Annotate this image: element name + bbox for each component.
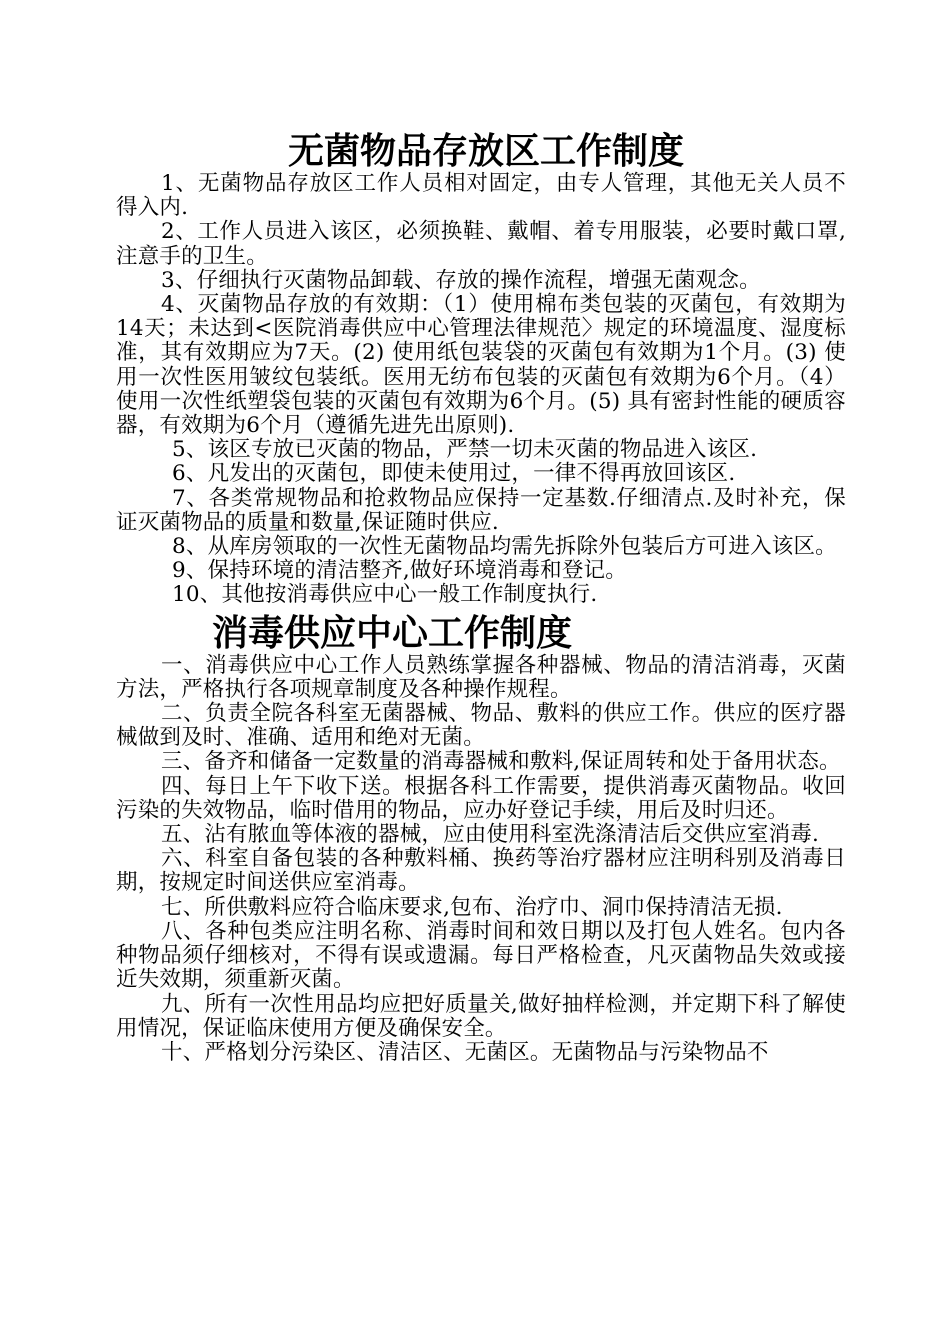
section-2-paragraph-1: 一、消毒供应中心工作人员熟练掌握各种器械、物品的清洁消毒，灭菌方法，严格执行各项规章制度及各种操作规程。 bbox=[116, 652, 846, 702]
section-2-paragraph-5: 五、沾有脓血等体液的器械，应由使用科室洗涤清洁后交供应室消毒. bbox=[161, 822, 820, 848]
section-1-paragraph-2: 2、工作人员进入该区，必须换鞋、戴帽、着专用服装，必要时戴口罩,注意手的卫生。 bbox=[116, 219, 846, 269]
section-2-paragraph-8: 八、各种包类应注明名称、消毒时间和效日期以及打包人姓名。包内各种物品须仔细核对，不得有误或遗漏。每日严格检查，凡灭菌物品失效或接近失效期，须重新灭菌。 bbox=[116, 918, 846, 993]
section-1-title: 无菌物品存放区工作制度 bbox=[287, 130, 684, 172]
section-2-paragraph-7: 七、所供敷料应符合临床要求,包布、治疗巾、洞巾保持清洁无损. bbox=[161, 894, 783, 920]
section-2-paragraph-6: 六、科室自备包装的各种敷料桶、换药等治疗器材应注明科别及消毒日期，按规定时间送供应室消毒。 bbox=[116, 846, 846, 896]
section-1-paragraph-7: 7、各类常规物品和抢救物品应保持一定基数.仔细清点.及时补充，保证灭菌物品的质量和数量,保证随时供应. bbox=[116, 485, 846, 535]
section-2-paragraph-4: 四、每日上午下收下送。根据各科工作需要，提供消毒灭菌物品。收回污染的失效物品，临时借用的物品，应办好登记手续，用后及时归还。 bbox=[116, 773, 846, 823]
section-1-paragraph-1: 1、无菌物品存放区工作人员相对固定，由专人管理，其他无关人员不得入内. bbox=[116, 171, 846, 221]
section-1-paragraph-4: 4、灭菌物品存放的有效期：（1）使用棉布类包装的灭菌包，有效期为14天；未达到<医院消毒供应中心管理法律规范〉规定的环境温度、湿度标准，其有效期应为7天。(2) 使用纸包装袋的灭菌包有效期为1个月。(3) 使用一次性医用皱纹包装纸。医用无纺布包装的灭菌包有效期为6个月。（4）使用一次性纸塑袋包装的灭菌包有效期为6个月。(5) 具有密封性能的硬质容器，有效期为6个月（遵循先进先出原则). bbox=[116, 292, 846, 439]
section-2-paragraph-10: 十、严格划分污染区、清洁区、无菌区。无菌物品与污染物品不 bbox=[161, 1039, 769, 1065]
section-1-paragraph-5: 5、该区专放已灭菌的物品，严禁一切未灭菌的物品进入该区. bbox=[172, 437, 758, 463]
section-2-paragraph-3: 三、备齐和储备一定数量的消毒器械和敷料,保证周转和处于备用状态。 bbox=[161, 749, 841, 775]
section-2-title: 消毒供应中心工作制度 bbox=[212, 611, 573, 654]
section-1-paragraph-8: 8、从库房领取的一次性无菌物品均需先拆除外包装后方可进入该区。 bbox=[172, 534, 837, 560]
section-1-paragraph-6: 6、凡发出的灭菌包，即使未使用过，一律不得再放回该区. bbox=[172, 461, 736, 487]
section-1-paragraph-10: 10、其他按消毒供应中心一般工作制度执行. bbox=[172, 582, 598, 608]
section-1-paragraph-9: 9、保持环境的清洁整齐,做好环境消毒和登记。 bbox=[172, 558, 627, 584]
document-content bbox=[116, 130, 846, 1065]
section-2-paragraph-2: 二、负责全院各科室无菌器械、物品、敷料的供应工作。供应的医疗器械做到及时、准确、适用和绝对无菌。 bbox=[116, 701, 846, 751]
section-1-paragraph-3: 3、仔细执行灭菌物品卸载、存放的操作流程，增强无菌观念。 bbox=[161, 267, 761, 293]
section-2-paragraph-9: 九、所有一次性用品均应把好质量关,做好抽样检测，并定期下科了解使用情况，保证临床使用方便及确保安全。 bbox=[116, 991, 846, 1041]
